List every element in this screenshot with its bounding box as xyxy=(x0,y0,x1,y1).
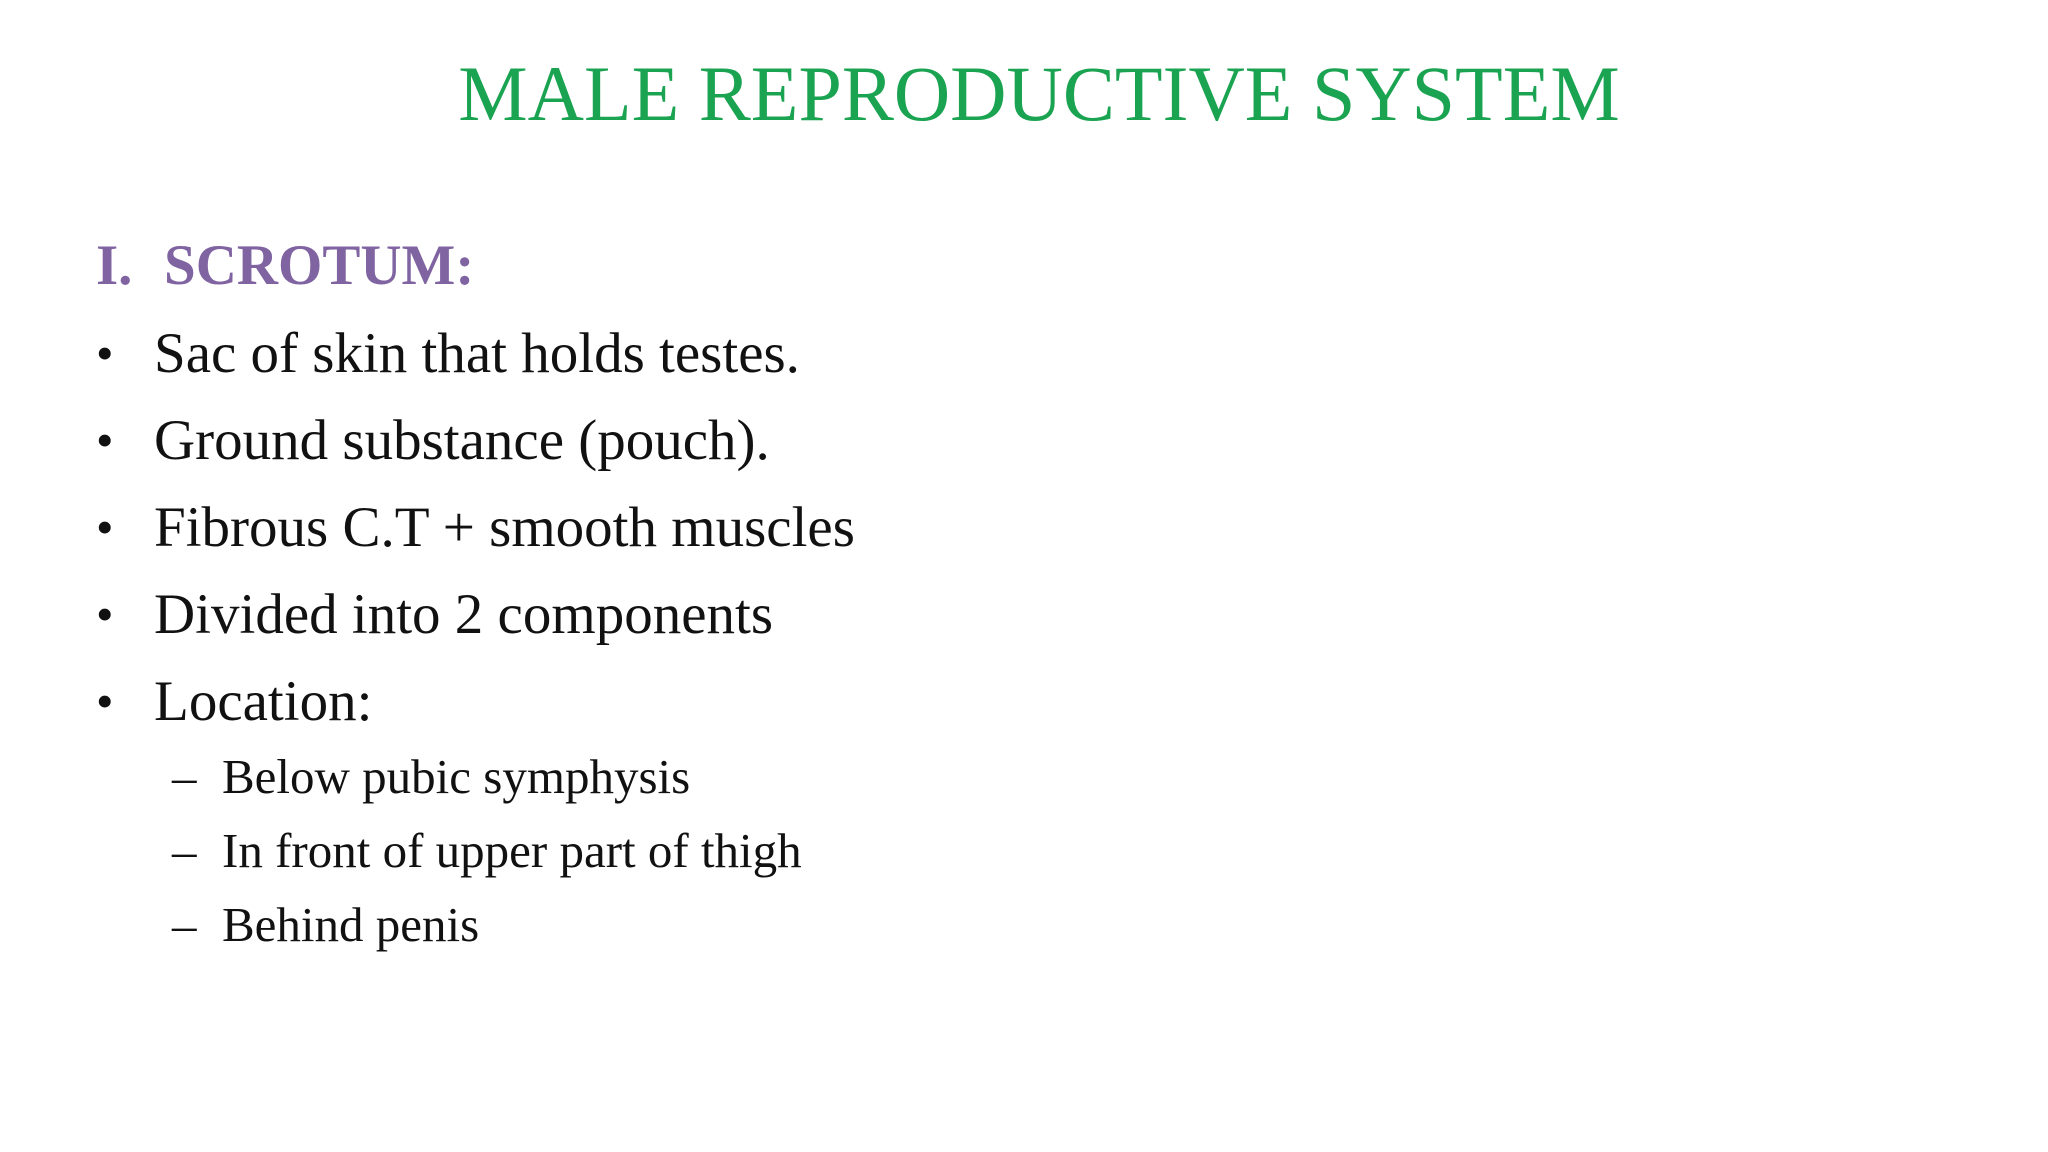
section-heading xyxy=(96,228,474,304)
slide-title: MALE REPRODUCTIVE SYSTEM xyxy=(458,50,1620,137)
sub-bullet-text: Below pubic symphysis xyxy=(222,749,691,804)
bullet-text: Sac of skin that holds testes. xyxy=(154,322,800,385)
bullet-marker: • xyxy=(96,673,114,729)
bullet-text: Divided into 2 components xyxy=(154,583,774,646)
bullet-marker: • xyxy=(96,499,114,555)
bullet-text: Ground substance (pouch). xyxy=(154,409,770,472)
section-numeral: I. xyxy=(96,234,133,297)
bullet-text: Fibrous C.T + smooth muscles xyxy=(154,496,855,559)
sub-bullet-marker: – xyxy=(172,897,197,952)
sub-bullet-marker: – xyxy=(172,823,197,878)
bullet-marker: • xyxy=(96,325,114,381)
sub-bullet-marker: – xyxy=(172,749,197,804)
section-heading-text: SCROTUM: xyxy=(164,234,475,297)
bullet-text: Location: xyxy=(154,670,373,733)
bullet-marker: • xyxy=(96,586,114,642)
sub-bullet-text: In front of upper part of thigh xyxy=(222,823,802,878)
sub-bullet-text: Behind penis xyxy=(222,897,480,952)
bullet-marker: • xyxy=(96,412,114,468)
